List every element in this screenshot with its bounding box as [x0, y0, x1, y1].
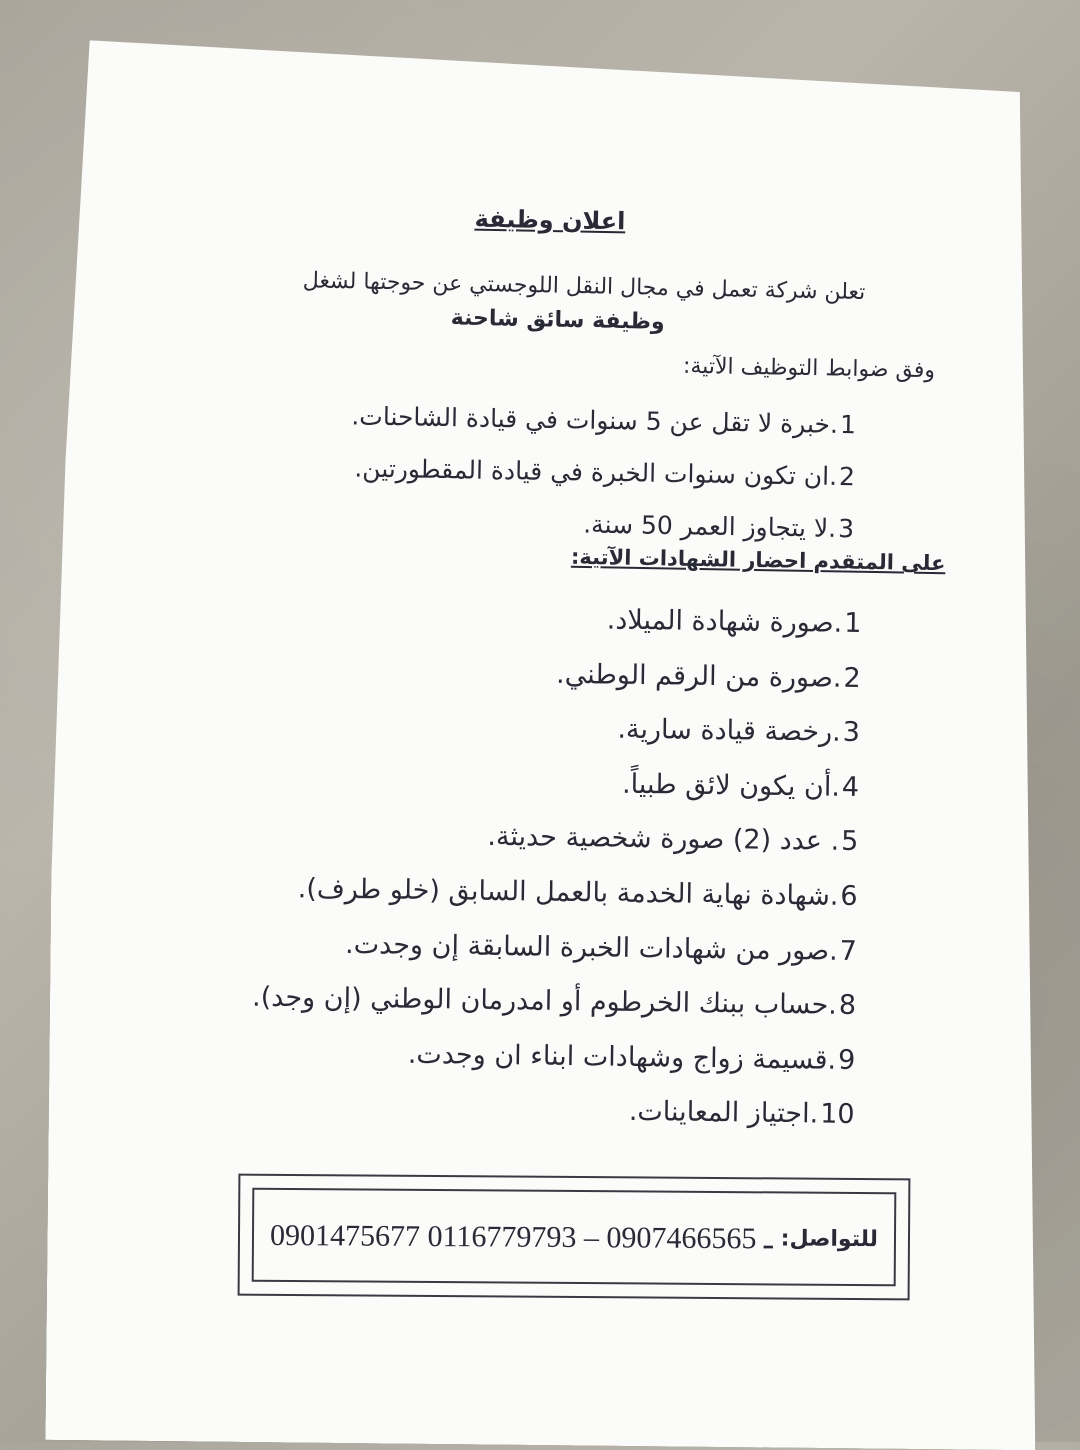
- list-item: 10.اجتياز المعاينات.: [628, 1096, 855, 1131]
- list-item: 2.ان تكون سنوات الخبرة في قيادة المقطورتين.: [354, 453, 856, 492]
- contact-inner-frame: [252, 1188, 897, 1286]
- list-item: 4.أن يكون لائق طبياً.: [621, 768, 860, 803]
- contact-phone-numbers: 0901475677 ـ 0907466565 – 0116779793: [269, 1218, 773, 1255]
- intro-line: تعلن شركة تعمل في مجال النقل اللوجستي عن حوجتها لشغل: [302, 268, 866, 306]
- list-item: 1.صورة شهادة الميلاد.: [606, 604, 862, 640]
- list-item: 5. عدد (2) صورة شخصية حديثة.: [487, 821, 859, 858]
- conditions-list: [254, 389, 857, 555]
- list-item: 8.حساب ببنك الخرطوم أو امدرمان الوطني (إن وجد).: [251, 981, 857, 1022]
- list-item: 3.لا يتجاوز العمر 50 سنة.: [582, 509, 855, 544]
- documents-list: [134, 587, 862, 1143]
- documents-heading: على المتقدم احضار الشهادات الآتية:: [570, 544, 946, 576]
- contact-box: [238, 1174, 911, 1301]
- list-item: 3.رخصة قيادة سارية.: [617, 713, 861, 749]
- position-title: وظيفة سائق شاحنة: [450, 305, 665, 335]
- list-item: 2.صورة من الرقم الوطني.: [555, 658, 861, 694]
- list-item: 1.خبرة لا تقل عن 5 سنوات في قيادة الشاحنات.: [351, 401, 857, 440]
- list-item: 6.شهادة نهاية الخدمة بالعمل السابق (خلو طرف).: [297, 873, 858, 912]
- list-item: 9.قسيمة زواج وشهادات ابناء ان وجدت.: [407, 1038, 856, 1076]
- contact-label: للتواصل:: [780, 1225, 879, 1252]
- list-item: 7.صور من شهادات الخبرة السابقة إن وجدت.: [344, 928, 858, 967]
- page-title: اعلان وظيفة: [474, 204, 626, 236]
- conditions-heading: وفق ضوابط التوظيف الآتية:: [682, 353, 936, 384]
- intro-text: [284, 264, 865, 344]
